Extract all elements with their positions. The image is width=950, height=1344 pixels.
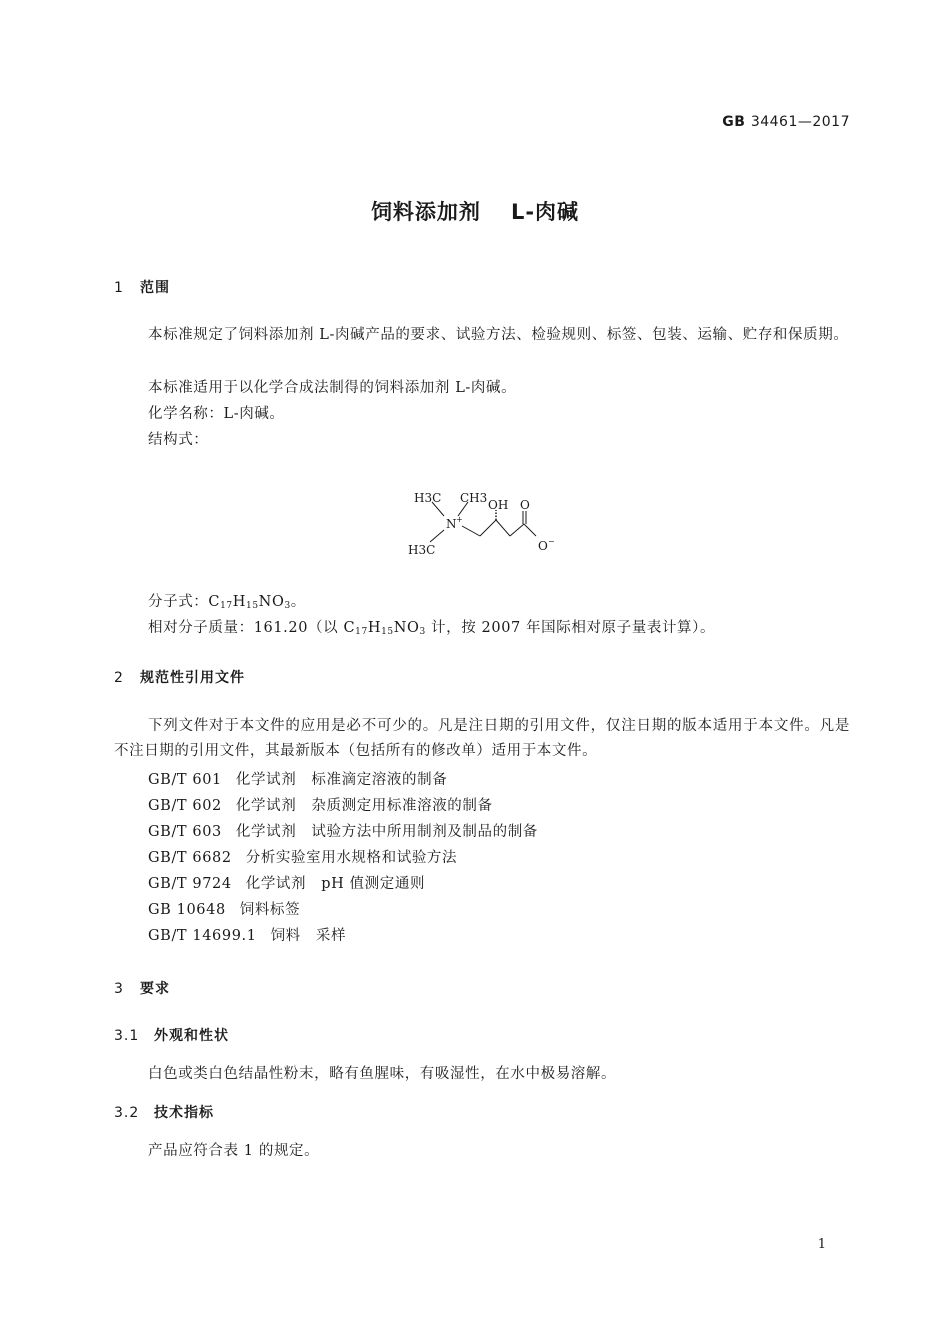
reference-item: GB/T 603 化学试剂 试验方法中所用制剂及制品的制备 [148,824,538,840]
reference-item: GB/T 9724 化学试剂 pH 值测定通则 [148,876,426,892]
atom-nitrogen: N [446,517,457,531]
reference-item: GB/T 601 化学试剂 标准滴定溶液的制备 [148,772,448,788]
section-1-paragraph-scope: 本标准规定了饲料添加剂 L-肉碱产品的要求、试验方法、检验规则、标签、包装、运输、贮存和保质期。 [148,327,849,343]
reference-item: GB 10648 饲料标签 [148,902,301,918]
chemical-name: 化学名称：L-肉碱。 [148,406,285,422]
section-3-2-heading: 3.2 技术指标 [114,1105,214,1121]
standard-code [722,114,850,130]
charge-minus: − [548,537,555,546]
atom-h3c-top: H3C [414,491,442,505]
section-2-heading: 2 规范性引用文件 [114,670,245,686]
standard-number: 34461—2017 [750,114,850,130]
reference-item: GB/T 602 化学试剂 杂质测定用标准溶液的制备 [148,798,493,814]
section-2-intro: 下列文件对于本文件的应用是必不可少的。凡是注日期的引用文件，仅注日期的版本适用于本文件。凡是不注日期的引用文件，其最新版本（包括所有的修改单）适用于本文件。 [114,718,850,759]
page-number: 1 [817,1237,826,1252]
section-3-heading: 3 要求 [114,981,170,997]
title-part-2: L-肉碱 [510,200,580,224]
structural-formula [400,484,560,564]
section-1-heading: 1 范围 [114,280,170,296]
standard-prefix: GB [722,114,746,130]
technical-indicators-text: 产品应符合表 1 的规定。 [148,1143,320,1159]
atom-o-carboxylate: O [538,539,548,553]
title-part-1: 饲料添加剂 [370,200,481,224]
appearance-text: 白色或类白色结晶性粉末，略有鱼腥味，有吸湿性，在水中极易溶解。 [148,1066,617,1082]
atom-ch3-top: CH3 [460,491,488,505]
section-1-paragraph-applicability: 本标准适用于以化学合成法制得的饲料添加剂 L-肉碱。 [148,380,517,396]
reference-item: GB/T 14699.1 饲料 采样 [148,928,347,944]
relative-molecular-mass: 相对分子质量：161.20（以 $C_{17}H_{15}NO_3$ 计，按 2007 年国际相对原子量表计算）。 [148,620,716,637]
charge-plus: + [456,515,463,524]
section-3-1-heading: 3.1 外观和性状 [114,1028,229,1044]
atom-oh: OH [488,498,509,512]
document-title [0,196,950,226]
structure-label: 结构式： [148,432,209,448]
molecular-formula: 分子式：$C_{17}H_{15}NO_3$。 [148,594,306,611]
atom-o-carbonyl: O [520,498,530,512]
reference-item: GB/T 6682 分析实验室用水规格和试验方法 [148,850,458,866]
atom-h3c-bottom: H3C [408,543,436,557]
